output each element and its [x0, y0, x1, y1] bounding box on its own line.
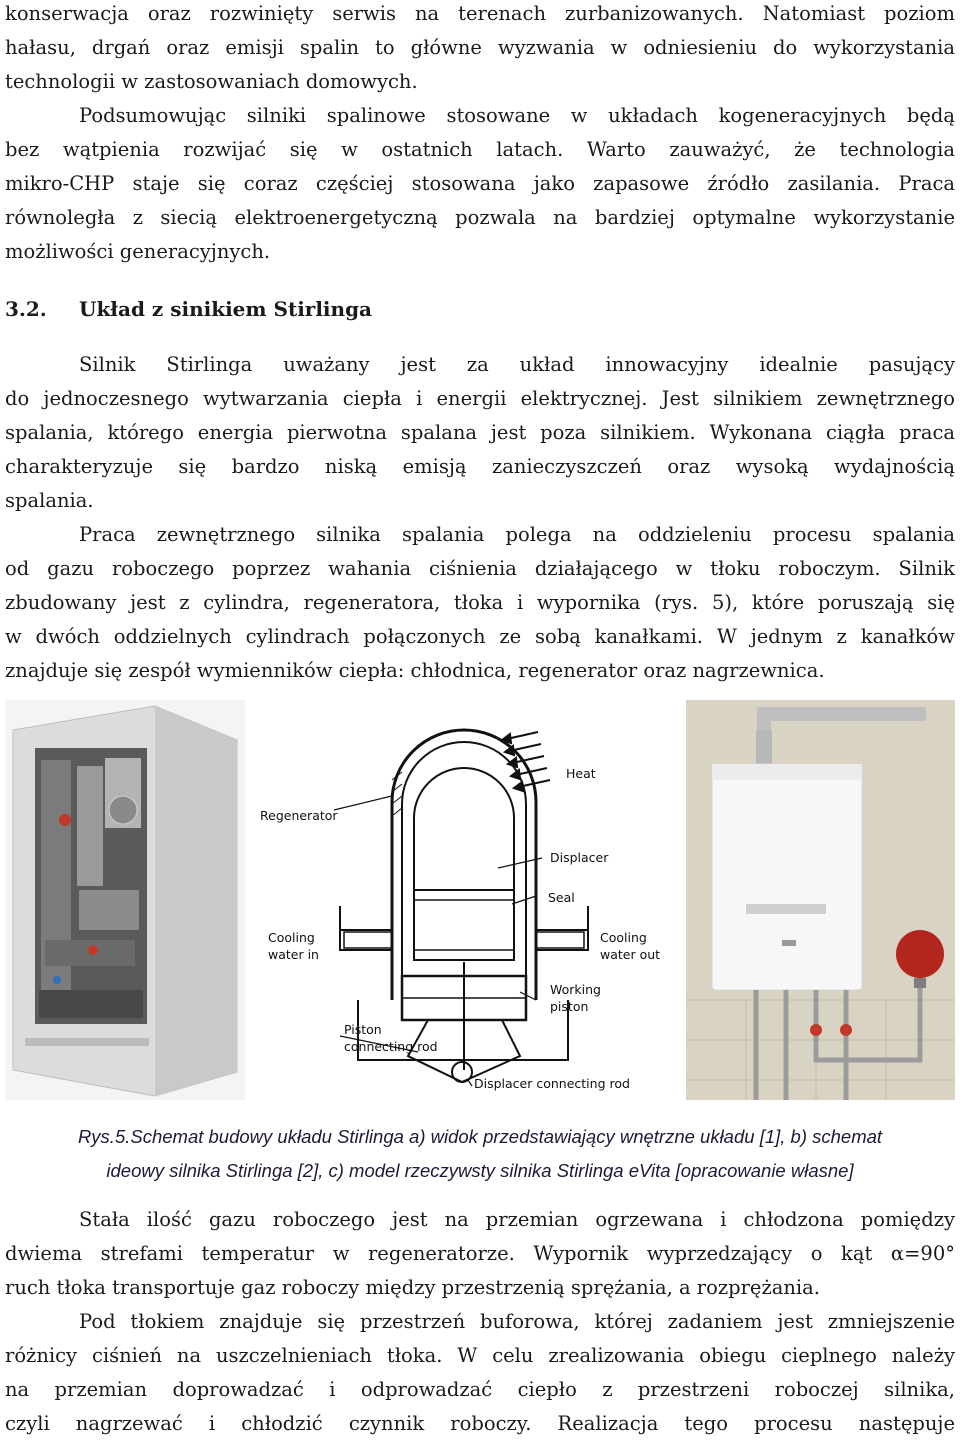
label-regenerator: Regenerator [260, 808, 338, 823]
text-line: w dwóch oddzielnych cylindrach połączonych ze sobą kanałkami. W jednym z kanałków [5, 625, 955, 648]
section-paragraph [5, 348, 955, 688]
text-line: bez wątpienia rozwijać się w ostatnich latach. Warto zauważyć, że technologia [5, 138, 955, 161]
label-piston-1: Piston [344, 1022, 382, 1037]
caption-line: ideowy silnika Stirlinga [2], c) model rzeczywsty silnika Stirlinga eVita [opracowanie własne] [106, 1160, 854, 1181]
text-line: możliwości generacyjnych. [5, 240, 271, 263]
text-line: spalania, którego energia pierwotna spalana jest poza silnikiem. Wykonana ciągła praca [5, 421, 955, 444]
text-line: Podsumowując silniki spalinowe stosowane w układach kogeneracyjnych będą [79, 104, 955, 127]
text-line: dwiema strefami temperatur w regeneratorze. Wypornik wyprzedzający o kąt α=90° [5, 1242, 955, 1265]
text-line: różnicy ciśnień na uszczelnieniach tłoka. W celu zrealizowania obiegu cieplnego należy [5, 1344, 955, 1367]
text-line: do jednoczesnego wytwarzania ciepła i energii elektrycznej. Jest silnikiem zewnętrznego [5, 387, 955, 410]
text-line: spalania. [5, 489, 94, 512]
label-cooling-out-2: water out [600, 947, 661, 962]
text-line: technologii w zastosowaniach domowych. [5, 70, 418, 93]
label-displacer: Displacer [550, 850, 609, 865]
caption-line: Rys.5.Schemat budowy układu Stirlinga a) widok przedstawiający wnętrzne układu [1], b) schemat [77, 1126, 883, 1147]
label-seal: Seal [548, 890, 575, 905]
text-line: zbudowany jest z cylindra, regeneratora, tłoka i wypornika (rys. 5), które poruszają się [5, 591, 955, 614]
text-line: znajduje się zespół wymienników ciepła: chłodnica, regenerator oraz nagrzewnica. [5, 659, 825, 682]
text-line: Stała ilość gazu roboczego jest na przemian ogrzewana i chłodzona pomiędzy [79, 1208, 955, 1231]
label-working-1: Working [550, 982, 601, 997]
text-line: mikro-CHP staje się coraz częściej stosowana jako zapasowe źródło zasilania. Praca [5, 172, 955, 195]
label-heat: Heat [566, 766, 596, 781]
section-heading [5, 292, 372, 326]
text-line: Silnik Stirlinga uważany jest za układ innowacyjny idealnie pasujący [79, 353, 955, 376]
label-displacer-rod: Displacer connecting rod [474, 1076, 630, 1091]
intro-paragraph [5, 0, 955, 269]
text-line: konserwacja oraz rozwinięty serwis na terenach zurbanizowanych. Natomiast poziom [5, 2, 955, 25]
text-line: Pod tłokiem znajduje się przestrzeń buforowa, której zadaniem jest zmniejszenie [79, 1310, 955, 1333]
section-number: 3.2. [5, 297, 47, 321]
text-line: Praca zewnętrznego silnika spalania polega na oddzieleniu procesu spalania [79, 523, 955, 546]
text-line: hałasu, drgań oraz emisji spalin to główne wyzwania w odniesieniu do wykorzystania [5, 36, 955, 59]
evita-installation-photo [686, 700, 955, 1100]
label-working-2: piston [550, 999, 589, 1014]
text-line: na przemian doprowadzać i odprowadzać ciepło z przestrzeni roboczej silnika, [5, 1378, 955, 1401]
label-cooling-in-1: Cooling [268, 930, 315, 945]
text-line: od gazu roboczego poprzez wahania ciśnienia działającego w tłoku roboczym. Silnik [5, 557, 955, 580]
section-title: Układ z sinikiem Stirlinga [79, 297, 373, 321]
closing-paragraph [5, 1203, 955, 1441]
unit-interior-photo [5, 700, 245, 1100]
text-line: charakteryzuje się bardzo niską emisją zanieczyszczeń oraz wysoką wydajnością [5, 455, 955, 478]
text-line: ruch tłoka transportuje gaz roboczy między przestrzenią sprężania, a rozprężania. [5, 1276, 820, 1299]
stirling-schematic [258, 700, 663, 1100]
text-line: równoległa z siecią elektroenergetyczną pozwala na bardziej optymalne wykorzystanie [5, 206, 955, 229]
text-line: czyli nagrzewać i chłodzić czynnik roboczy. Realizacja tego procesu następuje [5, 1412, 955, 1435]
label-piston-2: connecting rod [344, 1039, 438, 1054]
figure-caption [5, 1120, 955, 1188]
label-cooling-in-2: water in [268, 947, 319, 962]
label-cooling-out-1: Cooling [600, 930, 647, 945]
